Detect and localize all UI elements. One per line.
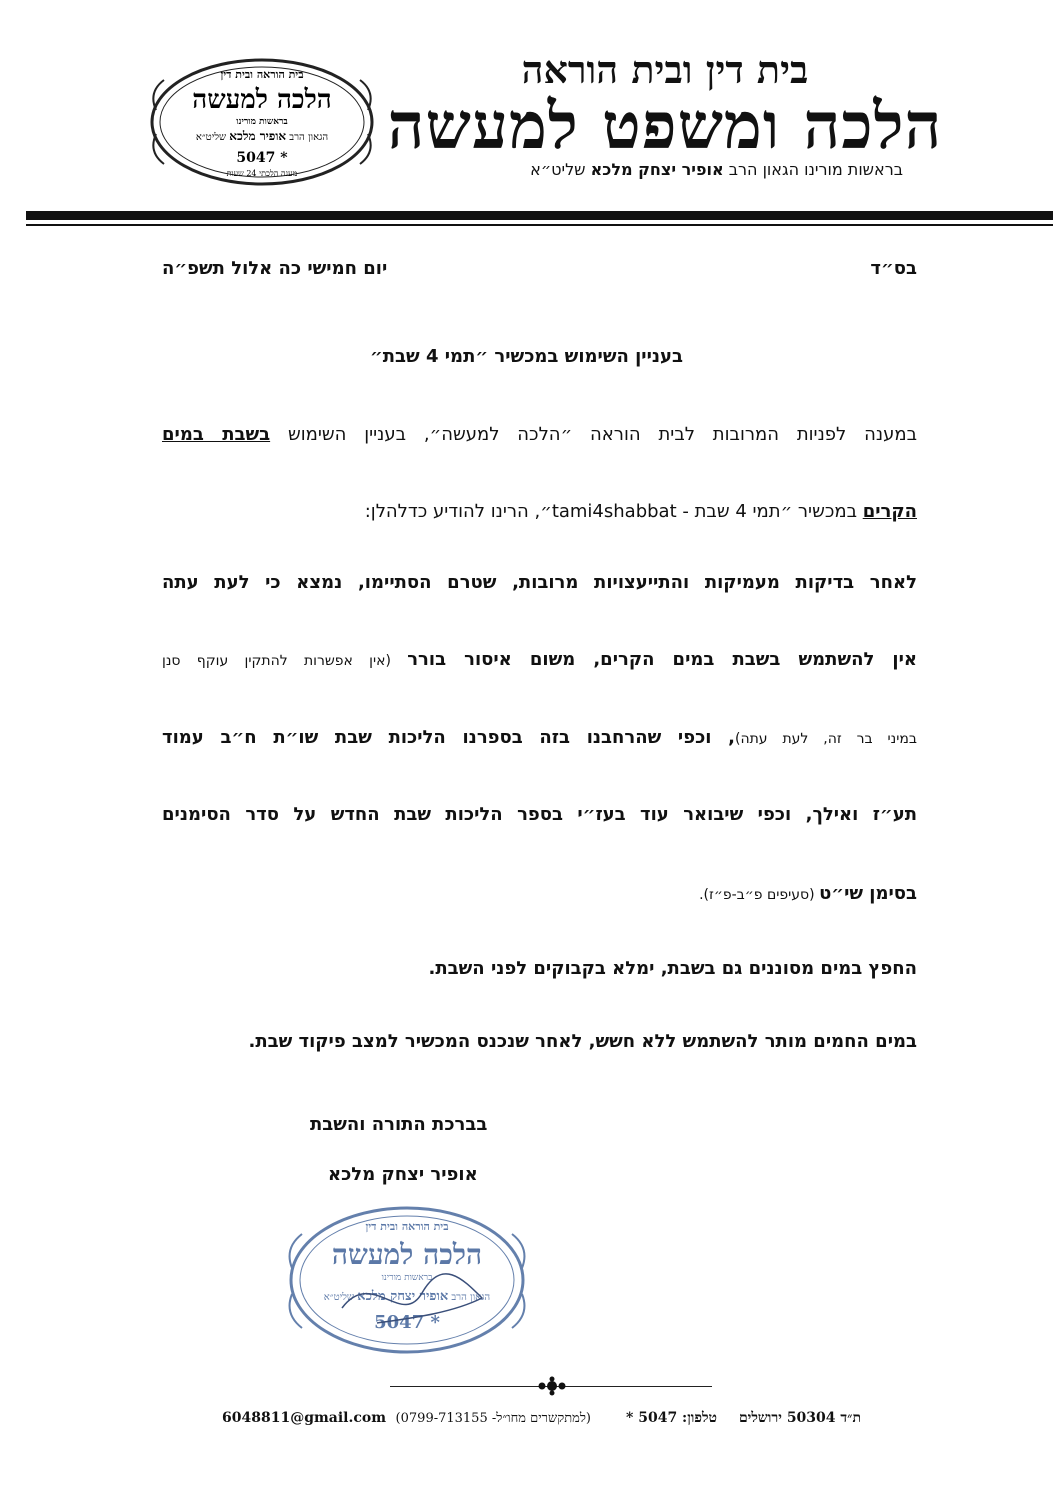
- letterhead-sub-suffix: שליט״א: [530, 160, 586, 179]
- para4: במים החמים מותר להשתמש ללא חשש, לאחר שנכנס המכשיר למצב פיקוד שבת.: [248, 1031, 917, 1052]
- letterhead-top-line: בית דין ובית הוראה: [521, 47, 809, 92]
- seal-line2-name: אופיר מלכא: [229, 129, 287, 143]
- para1-line2: [162, 501, 917, 522]
- stamp-line2-prefix: הגאון הרב: [451, 1292, 491, 1303]
- para1-line1: [162, 424, 917, 445]
- bsd-mark: בס״ד: [870, 258, 917, 279]
- footer-email[interactable]: 6048811@gmail.com: [222, 1410, 387, 1426]
- letterhead-title: הלכה ומשפט למעשה: [387, 89, 943, 164]
- letterhead-subtitle: [530, 160, 903, 179]
- header-divider-thin: [26, 224, 1053, 226]
- header-seal-logo: [142, 50, 382, 190]
- para2-line5: [162, 883, 917, 904]
- para2-line2-bold: אין להשתמש בשבת במים הקרים, משום איסור בורר: [407, 649, 918, 670]
- footer-address: ת״ד 50304 ירושלים: [738, 1410, 861, 1426]
- para2-line1: לאחר בדיקות מעמיקות והתייעצויות מרובות, שטרם הסתיימו, נמצא כי לעת עתה: [162, 572, 917, 593]
- letterhead: [385, 48, 945, 162]
- stamp-title: הלכה למעשה: [331, 1238, 483, 1271]
- seal-number: 5047 *: [236, 150, 288, 166]
- para2-line3-bold: , וכפי שהרחבנו בזה בספרנו הליכות שבת שו״ת ח״ב עמוד: [162, 727, 735, 748]
- para1-line1-text: במענה לפניות המרובות לבית הוראה ״הלכה למעשה״, בעניין השימוש: [287, 424, 917, 445]
- para2-line2: [162, 649, 917, 670]
- seal-line2: [196, 129, 329, 143]
- seal-title: הלכה למעשה: [192, 85, 332, 115]
- seal-line1: בראשות מורינו: [236, 117, 288, 127]
- seal-line2-prefix: הגאון הרב: [289, 132, 329, 143]
- para2-line2-small: (אין אפשרות להתקין עוקף סנן: [162, 653, 408, 669]
- letterhead-sub-prefix: בראשות מורינו הגאון הרב: [728, 160, 903, 179]
- stamp-line2-name: אופיר יצחק מלכא: [357, 1289, 449, 1304]
- para1-line2-text: במכשיר ״תמי 4 שבת - tami4shabbat״, הרינו להודיע כדלהלן:: [364, 501, 863, 522]
- stamp-line1: בראשות מורינו: [381, 1273, 433, 1283]
- seal-bottom-text: מענה הלכתי 24 שעות: [226, 169, 298, 178]
- bottom-stamp: [282, 1198, 532, 1363]
- closing-blessing: בברכת התורה והשבת: [310, 1114, 488, 1135]
- para1-underlined-b: הקרים: [862, 501, 917, 522]
- seal-line2-suffix: שליט״א: [195, 132, 227, 143]
- para1-underlined-a: בשבת במים: [162, 424, 271, 445]
- para3: החפץ במים מסוננים גם בשבת, ימלא בקבוקים לפני השבת.: [428, 958, 917, 979]
- para2-line4: תע״ז ואילך, וכפי שיבואר עוד בעז״י בספר הליכות שבת החדש על סדר הסימנים: [162, 804, 917, 825]
- para2-line5-bold: בסימן שי״ט: [819, 883, 917, 904]
- para2-line3: [162, 727, 917, 748]
- footer-phone: טלפון: 5047 *: [626, 1410, 717, 1426]
- footer-abroad-phone: (למתקשרים מחו״ל- 0799-713155): [395, 1411, 591, 1426]
- letter-date: יום חמישי כה אלול תשפ״ה: [162, 258, 388, 279]
- signer-name: אופיר יצחק מלכא: [328, 1164, 478, 1185]
- footer-ornament-icon: [522, 1374, 582, 1398]
- para2-line5-small: (סעיפים פ״ב-פ״ז).: [699, 887, 820, 903]
- stamp-arc-text: בית הוראה ובית דין: [365, 1220, 449, 1233]
- para2-line3-small: במיני בר זה, לעת עתה): [735, 731, 917, 747]
- seal-arc-text: בית הוראה ובית דין: [220, 68, 304, 81]
- header-divider-thick: [26, 211, 1053, 220]
- stamp-line2-suffix: שליט״א: [323, 1292, 355, 1303]
- letterhead-sub-name: אופיר יצחק מלכא: [590, 160, 724, 179]
- letter-subject: בעניין השימוש במכשיר ״תמי 4 שבת״: [369, 346, 684, 367]
- stamp-line2: [324, 1289, 491, 1304]
- stamp-number: 5047 *: [374, 1312, 440, 1333]
